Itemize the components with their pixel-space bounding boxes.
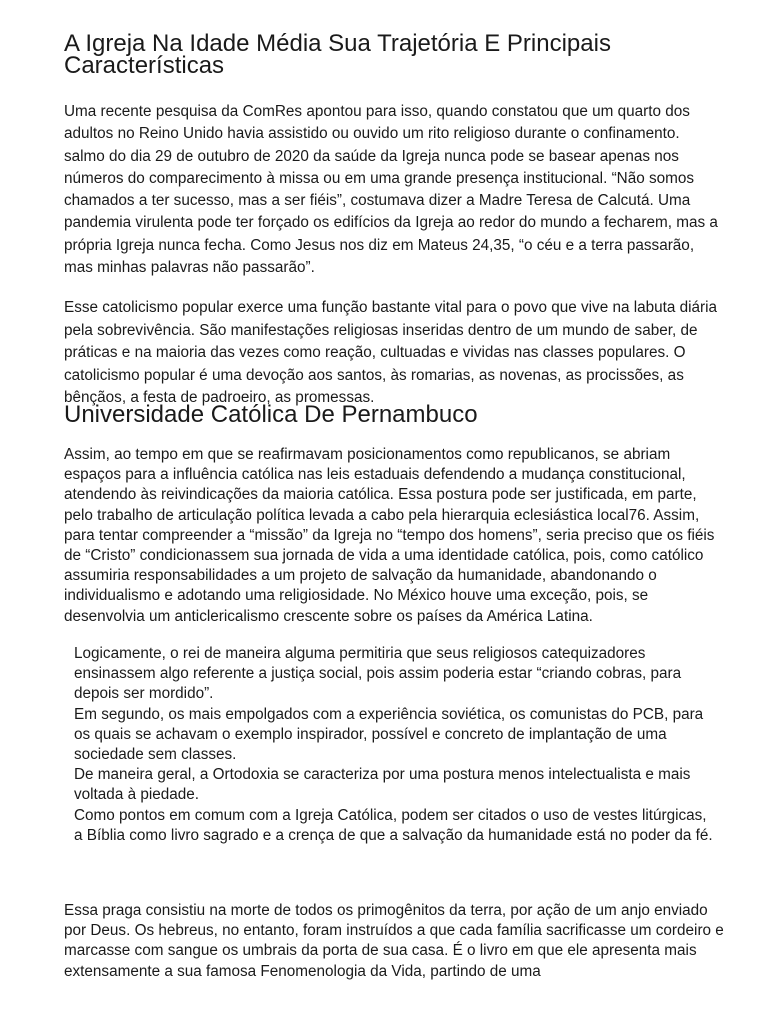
paragraph-3: Assim, ao tempo em que se reafirmavam posicionamentos como republicanos, se abriam espaços para a influência católica nas leis estaduais defendendo a mudança constitucional, atendendo às reivindicações da maioria católica. Essa postura pode ser justificada, em parte, pelo trabalho de articulação política levada a cabo pela hierarquia eclesiástica local76. Assim, para tentar compreender a “missão” da Igreja no “tempo dos homens”, seria preciso que os fiéis de “Cristo” condicionassem sua jornada de vida a uma identidade católica, pois, como católico assumiria responsabilidades a um projeto de salvação da humanidade, abandonando o individualismo e adotando uma religiosidade. No México houve uma exceção, pois, se desenvolvia um anticlericalismo crescente sobre os países da América Latina. (64, 446, 715, 625)
list-item: De maneira geral, a Ortodoxia se caracteriza por uma postura menos intelectualista e mais voltada à piedade. (74, 766, 691, 804)
paragraph-1: Uma recente pesquisa da ComRes apontou para isso, quando constatou que um quarto dos adultos no Reino Unido havia assistido ou ouvido um rito religioso durante o confinamento. salmo do dia 29 de outubro de 2020 da saúde da Igreja nunca pode se basear apenas nos números do comparecimento à missa ou em uma grande presença institucional. “Não somos chamados a ter sucesso, mas a ser fiéis”, costumava dizer a Madre Teresa de Calcutá. Uma pandemia virulenta pode ter forçado os edifícios da Igreja ao redor do mundo a fecharem, mas a própria Igreja nunca fecha. Como Jesus nos diz em Mateus 24,35, “o céu e a terra passarão, mas minhas palavras não passarão”. (64, 103, 718, 277)
paragraph-2: Esse catolicismo popular exerce uma função bastante vital para o povo que vive na labuta diária pela sobrevivência. São manifestações religiosas inseridas dentro de um mundo de saber, de práticas e na maioria das vezes como reação, cultuadas e vividas nas classes populares. O catolicismo popular é uma devoção aos santos, às romarias, as novenas, as procissões, as bênçãos, a festa de padroeiro, as promessas. (64, 299, 718, 406)
paragraph-4: Essa praga consistiu na morte de todos os primogênitos da terra, por ação de um anjo enviado por Deus. Os hebreus, no entanto, foram instruídos a que cada família sacrificasse um cordeiro e marcasse com sangue os umbrais da porta de sua casa. É o livro em que ele apresenta mais extensamente a sua famosa Fenomenologia da Vida, partindo de uma (64, 902, 724, 980)
list-item: Logicamente, o rei de maneira alguma permitiria que seus religiosos catequizadores ensinassem algo referente a justiça social, pois assim poderia estar “criando cobras, para depois ser mordido”. (74, 645, 682, 703)
list-item: Em segundo, os mais empolgados com a experiência soviética, os comunistas do PCB, para os quais se achavam o exemplo inspirador, possível e concreto de implantação de uma sociedade sem classes. (74, 705, 704, 764)
list-item: Como pontos em comum com a Igreja Católica, podem ser citados o uso de vestes litúrgicas, a Bíblia como livro sagrado e a crença de que a salvação da humanidade está no poder da fé. (74, 806, 713, 844)
indented-list (74, 644, 714, 846)
page-title: A Igreja Na Idade Média Sua Trajetória E Principais Características (64, 30, 611, 79)
section-heading: Universidade Católica De Pernambuco (64, 401, 478, 428)
